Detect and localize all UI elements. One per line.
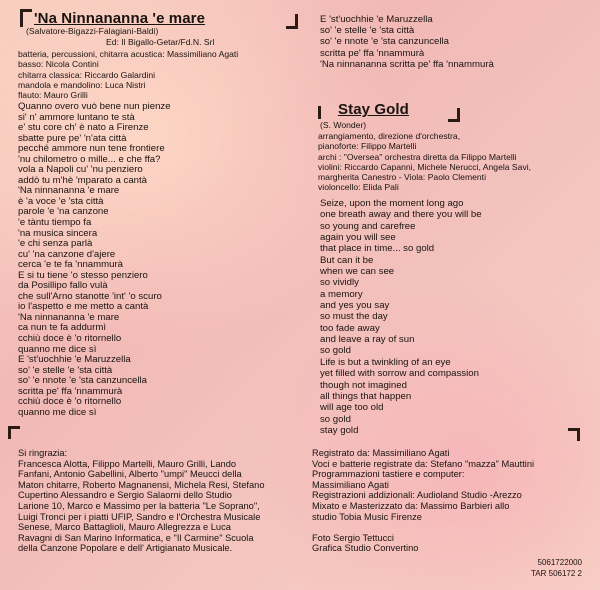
thanks-line: Fanfani, Antonio Gabellini, Alberto "umpi" Meucci della — [18, 469, 242, 480]
catalog-codes — [531, 557, 582, 579]
lyric-line: è 'a voce 'e 'sta città — [18, 195, 104, 207]
footer-mark-right-h — [568, 428, 580, 431]
corner-mark-title-right-h — [286, 26, 298, 29]
lyric-line: ca nun te fa addurmì — [18, 322, 106, 334]
recording-line: Mixato e Masterizzato da: Massimo Barbieri allo — [312, 500, 510, 511]
lyric-line: cu' 'na canzone d'ajere — [18, 248, 116, 260]
lyric-line: Life is but a twinkling of an eye — [320, 356, 451, 368]
thanks-line: Maton chitarre, Roberto Magnanensi, Michela Resi, Stefano — [18, 479, 265, 490]
lyric-line: though not imagined — [320, 379, 407, 391]
lyric-line: a memory — [320, 288, 363, 300]
lyric-line: yet filled with sorrow and compassion — [320, 368, 479, 380]
catalog-code: TAR 506172 2 — [531, 569, 582, 578]
lyrics-ninnananna — [18, 102, 171, 418]
lyric-line: cchiù doce è 'o ritornello — [18, 333, 122, 345]
lyric-line: sbatte pure pe' 'n'ata città — [18, 132, 127, 144]
lyric-line: 'Na ninnananna scritta pe' ffa 'nnammurà — [320, 58, 494, 70]
lyric-line: when we can see — [320, 266, 395, 278]
lyric-line: quanno me dice sì — [18, 406, 97, 418]
credit-line: pianoforte: Filippo Martelli — [318, 141, 417, 152]
lyric-line: will age too old — [320, 402, 384, 414]
lyric-line: so' 'e stelle 'e 'sta città — [320, 25, 415, 37]
stay-gold-mark-left — [318, 106, 321, 119]
lyric-line: parole 'e 'na canzone — [18, 206, 109, 218]
recording-line: Grafica Studio Convertino — [312, 543, 419, 554]
thanks-line: Senese, Marco Battaglioli, Mauro Allegrezza e Luca — [18, 522, 231, 533]
credit-line: violoncello: Elida Pali — [318, 182, 399, 193]
recording-line: Foto Sergio Tettucci — [312, 532, 394, 543]
lyric-line: stay gold — [320, 424, 359, 436]
song-title-stay-gold: Stay Gold — [338, 101, 409, 118]
recording-line: Massimiliano Agati — [312, 479, 389, 490]
lyric-line: si' n' ammore luntano te stà — [18, 111, 135, 123]
lyric-line: that place in time... so gold — [320, 243, 435, 255]
lyric-line: But can it be — [320, 254, 374, 266]
recording-line: Programmazioni tastiere e computer: — [312, 469, 465, 480]
corner-mark-top-left-h — [20, 9, 32, 12]
lyric-line: all things that happen — [320, 390, 412, 402]
lyric-line: so young and carefree — [320, 220, 416, 232]
thanks-line: Cupertino Alessandro e Sergio Salaorni dello Studio — [18, 490, 232, 501]
credit-line: flauto: Mauro Grilli — [18, 90, 88, 101]
thanks-line: Luigi Tronci per i piatti UFIP, Sandro e l'Orchestra Musicale — [18, 511, 261, 522]
left-column — [34, 10, 205, 27]
lyric-line: cerca 'e te fa 'nnammurà — [18, 259, 123, 271]
lyric-line: 'nu chilometro o mille... e che ffa? — [18, 153, 161, 165]
song-title-ninnananna: 'Na Ninnananna 'e mare — [34, 10, 206, 27]
credit-line: basso: Nicola Contini — [18, 59, 99, 70]
lyric-line: E 'st'uochhie 'e Maruzzella — [18, 354, 131, 366]
lyric-line: che sull'Arno stanotte 'int' 'o scuro — [18, 290, 162, 302]
thanks-line: Francesca Alotta, Filippo Martelli, Mauro Grilli, Lando — [18, 458, 237, 469]
acknowledgements — [18, 448, 265, 554]
lyric-line: 'Na ninnananna 'e mare — [18, 185, 120, 197]
lyric-line: cchiù doce è 'o ritornello — [18, 396, 122, 408]
credits-stay-gold — [318, 131, 531, 193]
thanks-line: Larione 10, Marco e Massimo per la batteria "Le Soprano", — [18, 500, 260, 511]
lyric-line: Seize, upon the moment long ago — [320, 198, 464, 209]
lyric-line: da Posillipo fallo vulà — [18, 280, 108, 292]
lyrics-stay-gold — [320, 198, 482, 436]
lyric-line: and yes you say — [320, 300, 390, 312]
recording-line: Voci e batterie registrate da: Stefano "mazza" Mauttini — [312, 458, 535, 469]
credit-line: batteria, percussioni, chitarra acustica: Massimiliano Agati — [18, 49, 239, 59]
lyric-line: vola a Napoli cu' 'nu penziero — [18, 164, 143, 176]
lyric-line: e' stu core ch' è nato a Firenze — [18, 122, 149, 134]
lyric-line: io l'aspetto e me metto a cantà — [18, 301, 149, 313]
lyric-line: so vividly — [320, 277, 359, 289]
lyric-line: 'Na ninnananna 'e mare — [18, 311, 120, 323]
lyric-line: 'e chi senza parlà — [18, 238, 93, 250]
stay-gold-header — [338, 101, 409, 118]
credit-line: violini: Riccardo Capanni, Michele Nerucci, Angela Savi, — [318, 161, 532, 172]
lyric-line: again you will see — [320, 232, 396, 244]
lyric-line: pecché ammore nun tene frontiere — [18, 143, 165, 155]
lyric-line: so must the day — [320, 311, 388, 323]
left-authors — [26, 26, 158, 36]
lyric-line: so' 'e nnote 'e 'sta canzuncella — [18, 375, 147, 387]
catalog-code: 5061722000 — [537, 558, 582, 567]
stay-gold-mark-right-h — [448, 119, 460, 122]
credit-line: archi : "Oversea" orchestra diretta da Filippo Martelli — [318, 151, 517, 162]
authors-stay-gold: (S. Wonder) — [320, 120, 367, 130]
lyric-line: Quanno overo vuò bene nun pienze — [18, 101, 171, 112]
recording-line — [312, 522, 534, 533]
lyric-line: so gold — [320, 413, 351, 425]
credit-line: arrangiamento, direzione d'orchestra, — [318, 131, 461, 141]
lyric-line: scritta pe' ffa 'nnammurà — [320, 47, 425, 59]
credit-line: chitarra classica: Riccardo Galardini — [18, 69, 156, 80]
thanks-line: Si ringrazia: — [18, 448, 68, 458]
credit-line: margherita Canestro - Viola: Paolo Clementi — [318, 172, 486, 183]
footer-mark-left-h — [8, 426, 20, 429]
credits-ninnananna — [18, 49, 238, 100]
thanks-line: della Canzone Popolare e dell' Artigianato Musicale. — [18, 543, 233, 554]
lyric-line: so gold — [320, 345, 351, 357]
recording-credits — [312, 448, 534, 554]
recording-line: Registrato da: Massimiliano Agati — [312, 448, 450, 458]
credit-line: mandola e mandolino: Luca Nistri — [18, 79, 146, 90]
lyric-line: quanno me dice sì — [18, 343, 97, 355]
authors-ninnananna: (Salvatore-Bigazzi-Falagiani-Baldi) — [26, 26, 159, 36]
lyric-line: and leave a ray of sun — [320, 334, 415, 346]
lyric-line: scritta pe' ffa 'nnammurà — [18, 385, 123, 397]
recording-line: Registrazioni addizionali: Audioland Studio -Arezzo — [312, 490, 522, 501]
recording-line: studio Tobia Music Firenze — [312, 511, 422, 522]
thanks-line: Ravagni di San Marino Informatica, e "Il Carmine" Scuola — [18, 532, 254, 543]
lyric-line: so' 'e stelle 'e 'sta città — [18, 364, 113, 376]
lyric-line: 'e tàntu tiempo fa — [18, 217, 92, 229]
lyric-line: E 'st'uochhie 'e Maruzzella — [320, 14, 433, 25]
lyric-line: addò tu m'hè 'mparato a cantà — [18, 174, 147, 186]
stay-gold-authors-wrap — [320, 120, 366, 130]
lyric-line: too fade away — [320, 322, 380, 334]
lyric-line: one breath away and there you will be — [320, 209, 482, 221]
left-publisher — [106, 37, 214, 47]
lyrics-ninnananna-continued — [320, 14, 494, 70]
lyric-line: 'na musica sincera — [18, 227, 98, 239]
lyric-line: so' 'e nnote 'e 'sta canzuncella — [320, 36, 449, 48]
lyric-line: E si tu tiene 'o stesso penziero — [18, 269, 148, 281]
publisher-ninnananna: Ed: Il Bigallo-Getar/Fd.N. Srl — [106, 37, 215, 47]
